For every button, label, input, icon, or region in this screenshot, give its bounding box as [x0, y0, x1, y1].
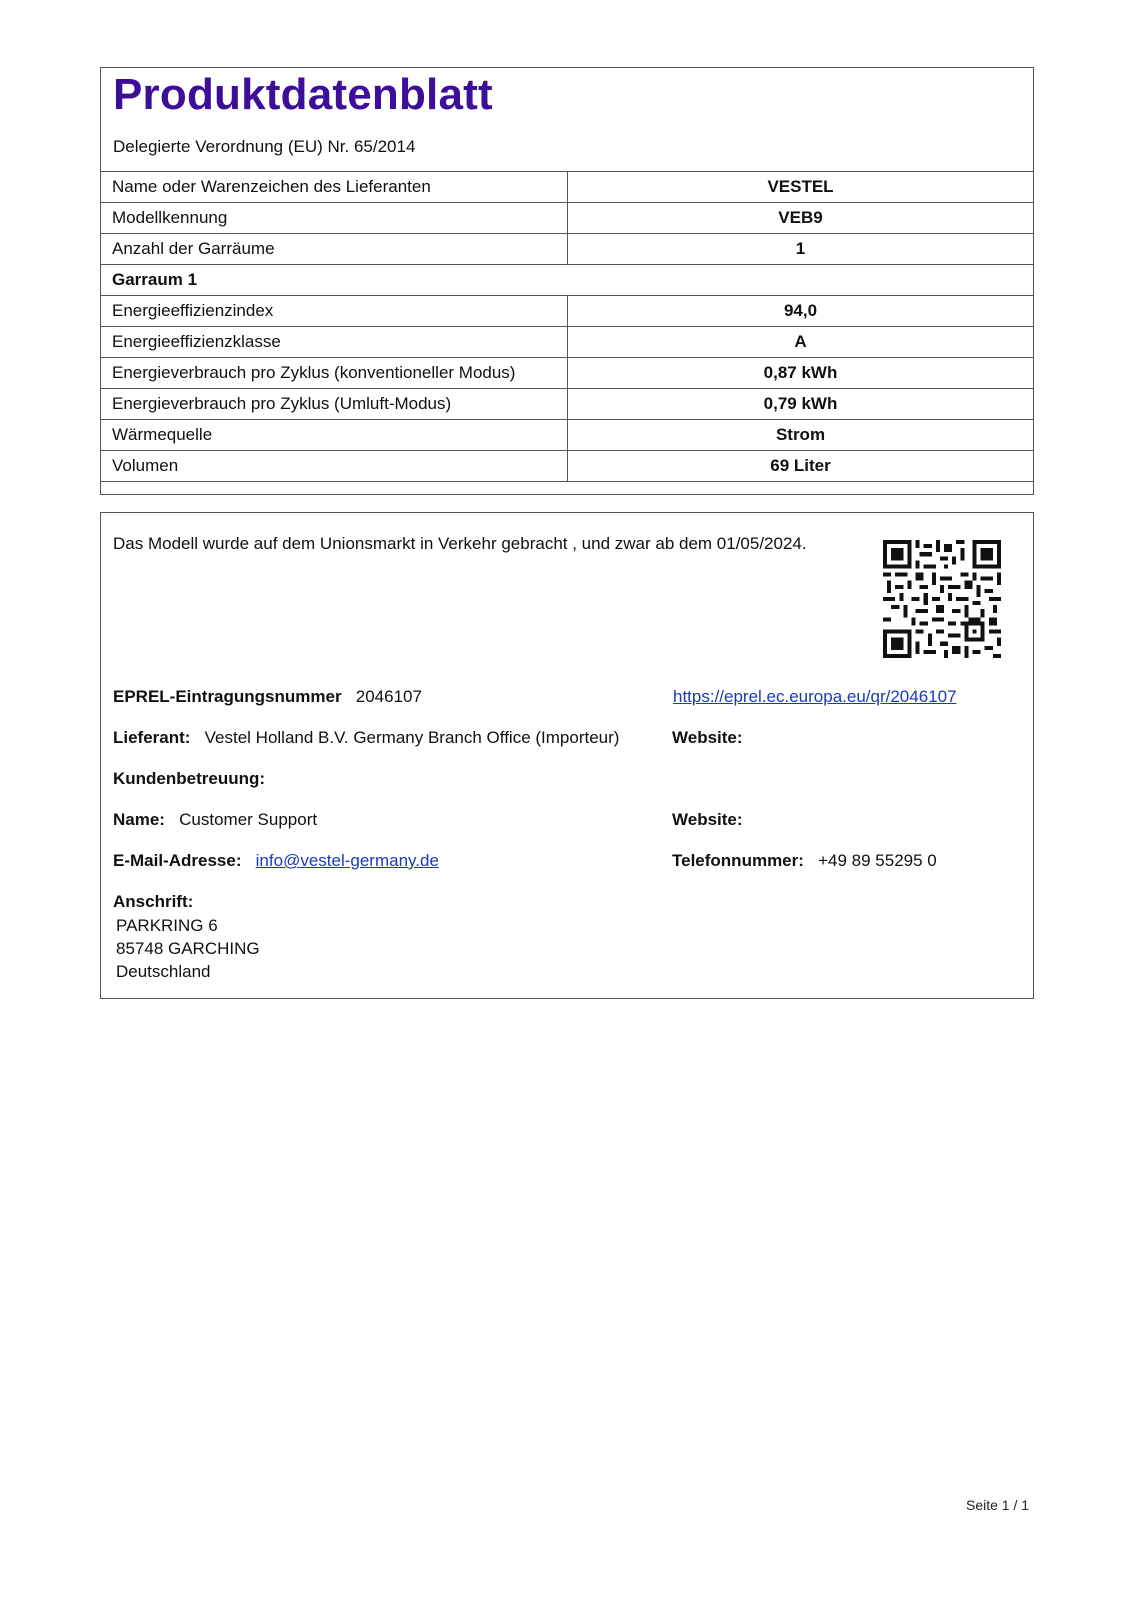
row-label: Wärmequelle — [101, 420, 568, 451]
spec-table — [100, 171, 1034, 482]
address-line: 85748 GARCHING — [116, 939, 260, 958]
website-label-1: Website: — [672, 728, 743, 747]
supplier-info-box — [100, 512, 1034, 999]
row-label: Anzahl der Garräume — [101, 234, 568, 265]
market-statement: Das Modell wurde auf dem Unionsmarkt in Verkehr gebracht , und zwar ab dem 01/05/2024. — [113, 534, 807, 553]
eprel-row — [113, 687, 422, 707]
table-row — [101, 203, 1034, 234]
name-label: Name: — [113, 810, 165, 829]
website-label-2: Website: — [672, 810, 743, 829]
supplier-label: Lieferant: — [113, 728, 191, 747]
eprel-number: 2046107 — [355, 687, 422, 706]
page-number: Seite 1 / 1 — [966, 1497, 1030, 1513]
row-label: Energieverbrauch pro Zyklus (Umluft-Modus) — [101, 389, 568, 420]
row-value: A — [568, 327, 1034, 358]
row-value: 1 — [568, 234, 1034, 265]
phone-row — [672, 851, 937, 871]
eprel-link[interactable]: https://eprel.ec.europa.eu/qr/2046107 — [673, 687, 957, 706]
eprel-label: EPREL-Eintragungsnummer — [113, 687, 342, 706]
table-row — [101, 327, 1034, 358]
table-row — [101, 420, 1034, 451]
row-label: Energieeffizienzindex — [101, 296, 568, 327]
row-value: VEB9 — [568, 203, 1034, 234]
name-row — [113, 810, 317, 830]
address-label: Anschrift: — [113, 892, 194, 911]
row-value: 94,0 — [568, 296, 1034, 327]
row-label: Volumen — [101, 451, 568, 482]
row-value: 0,87 kWh — [568, 358, 1034, 389]
email-link[interactable]: info@vestel-germany.de — [255, 851, 439, 870]
table-row — [101, 172, 1034, 203]
qr-code-icon[interactable] — [883, 540, 1001, 658]
supplier-value: Vestel Holland B.V. Germany Branch Office (Importeur) — [204, 728, 620, 747]
supplier-row — [113, 728, 619, 748]
phone-label: Telefonnummer: — [672, 851, 804, 870]
row-value: 0,79 kWh — [568, 389, 1034, 420]
product-data-box — [100, 67, 1034, 495]
row-label: Name oder Warenzeichen des Lieferanten — [101, 172, 568, 203]
row-label: Energieeffizienzklasse — [101, 327, 568, 358]
row-label: Energieverbrauch pro Zyklus (konventioneller Modus) — [101, 358, 568, 389]
section-title: Garraum 1 — [101, 265, 1034, 296]
row-value: Strom — [568, 420, 1034, 451]
table-section-row — [101, 265, 1034, 296]
customer-service-label: Kundenbetreuung: — [113, 769, 266, 788]
table-row — [101, 234, 1034, 265]
row-value: VESTEL — [568, 172, 1034, 203]
address-line: PARKRING 6 — [116, 916, 218, 935]
table-row — [101, 389, 1034, 420]
name-value: Customer Support — [179, 810, 318, 829]
phone-value: +49 89 55295 0 — [818, 851, 937, 870]
table-row — [101, 358, 1034, 389]
table-row — [101, 451, 1034, 482]
table-row — [101, 296, 1034, 327]
email-label: E-Mail-Adresse: — [113, 851, 242, 870]
regulation-subtitle: Delegierte Verordnung (EU) Nr. 65/2014 — [113, 137, 416, 156]
row-label: Modellkennung — [101, 203, 568, 234]
email-row — [113, 851, 439, 871]
address-line: Deutschland — [116, 962, 211, 981]
row-value: 69 Liter — [568, 451, 1034, 482]
page-title: Produktdatenblatt — [113, 70, 493, 119]
